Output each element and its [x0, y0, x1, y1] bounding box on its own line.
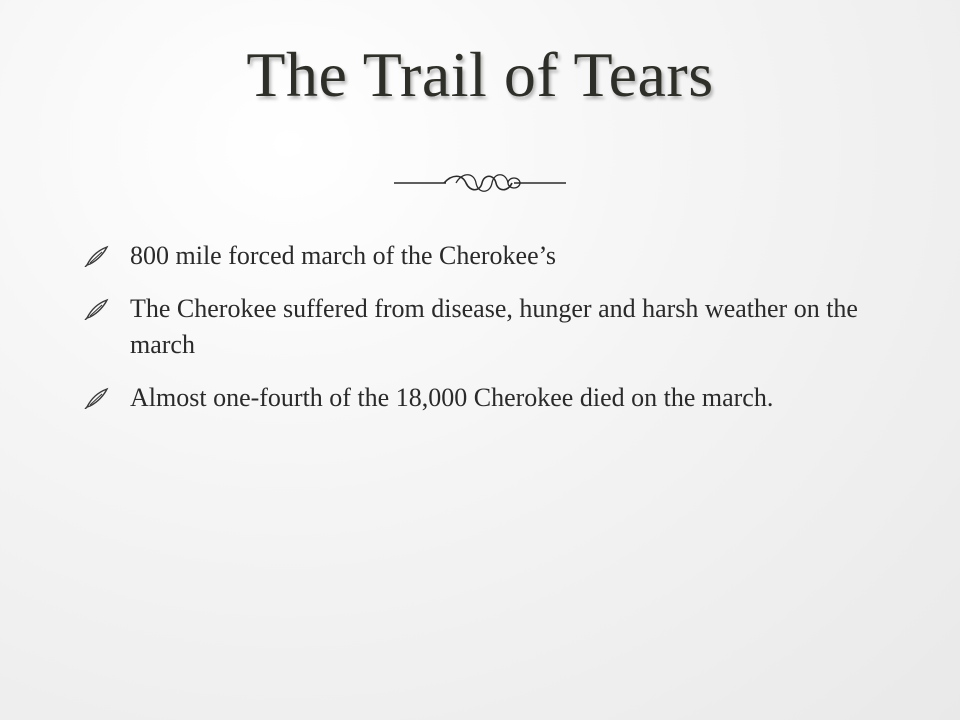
bullet-item — [84, 238, 884, 274]
bullet-text: Almost one-fourth of the 18,000 Cherokee died on the march. — [130, 383, 774, 412]
quill-pen-icon — [84, 387, 110, 409]
slide-title: The Trail of Tears — [246, 39, 714, 110]
bullet-item — [84, 380, 884, 416]
decorative-flourish-divider — [394, 170, 566, 196]
quill-pen-icon — [84, 245, 110, 267]
quill-pen-icon — [84, 298, 110, 320]
bullet-text: The Cherokee suffered from disease, hunger and harsh weather on the march — [130, 294, 858, 359]
bullet-list — [84, 238, 884, 433]
bullet-item — [84, 291, 884, 363]
bullet-text: 800 mile forced march of the Cherokee’s — [130, 241, 556, 270]
